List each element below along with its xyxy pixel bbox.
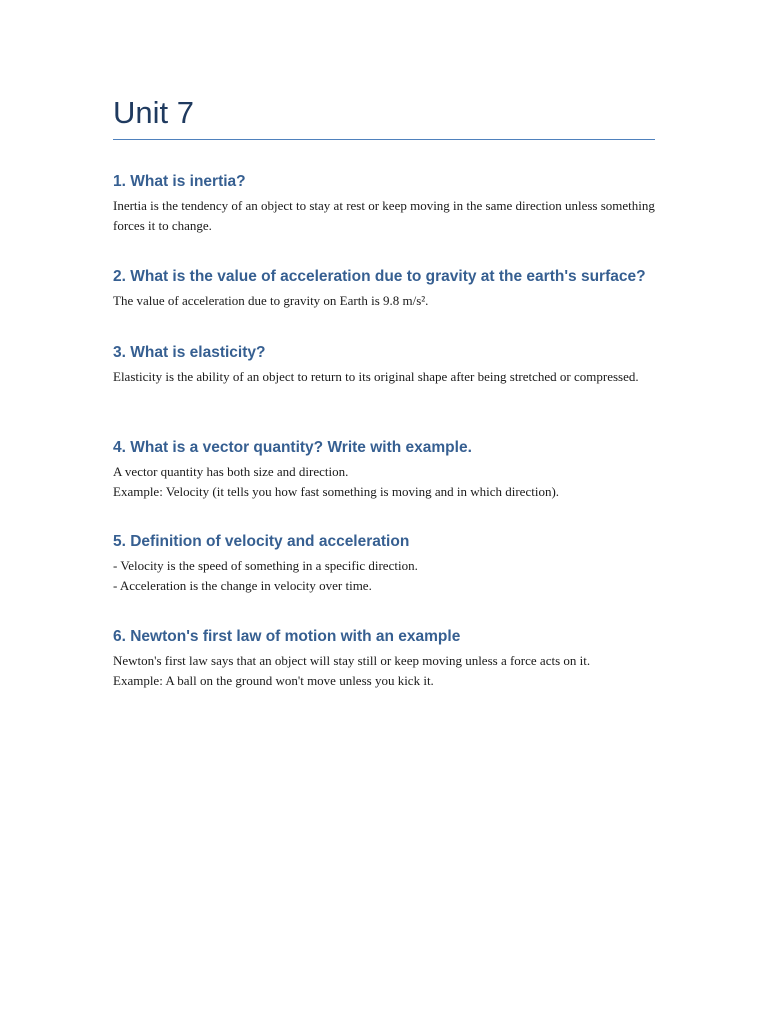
question-heading: 5. Definition of velocity and acceleration — [113, 533, 410, 550]
answer-text — [113, 291, 673, 311]
answer-line: Inertia is the tendency of an object to stay at rest or keep moving in the same direction unless something forces it to change. — [113, 198, 655, 233]
question-heading: 1. What is inertia? — [113, 173, 246, 190]
answer-line: The value of acceleration due to gravity on Earth is 9.8 m/s². — [113, 293, 429, 308]
answer-line: A vector quantity has both size and direction. — [113, 464, 349, 479]
section-elasticity — [113, 343, 673, 387]
page-title: Unit 7 — [113, 95, 194, 130]
section-gravity — [113, 267, 673, 311]
answer-text — [113, 462, 673, 501]
answer-text — [113, 196, 673, 235]
title-underline — [113, 139, 655, 140]
question-heading: 2. What is the value of acceleration due to gravity at the earth's surface? — [113, 268, 646, 285]
answer-line: Example: A ball on the ground won't move unless you kick it. — [113, 672, 434, 688]
answer-text — [113, 556, 673, 595]
section-vector-quantity — [113, 438, 673, 501]
section-newtons-first-law — [113, 627, 673, 690]
section-inertia — [113, 172, 673, 235]
answer-line: - Acceleration is the change in velocity over time. — [113, 577, 372, 593]
answer-text — [113, 651, 673, 690]
question-heading: 6. Newton's first law of motion with an example — [113, 628, 461, 645]
section-velocity-acceleration — [113, 532, 673, 595]
question-heading: 3. What is elasticity? — [113, 344, 266, 361]
answer-text — [113, 367, 673, 387]
answer-line: Example: Velocity (it tells you how fast something is moving and in which direction). — [113, 483, 560, 499]
question-heading: 4. What is a vector quantity? Write with example. — [113, 439, 472, 456]
answer-line: - Velocity is the speed of something in a specific direction. — [113, 558, 418, 573]
answer-line: Elasticity is the ability of an object to return to its original shape after being stretched or compressed. — [113, 369, 639, 384]
answer-line: Newton's first law says that an object will stay still or keep moving unless a force acts on it. — [113, 653, 591, 668]
